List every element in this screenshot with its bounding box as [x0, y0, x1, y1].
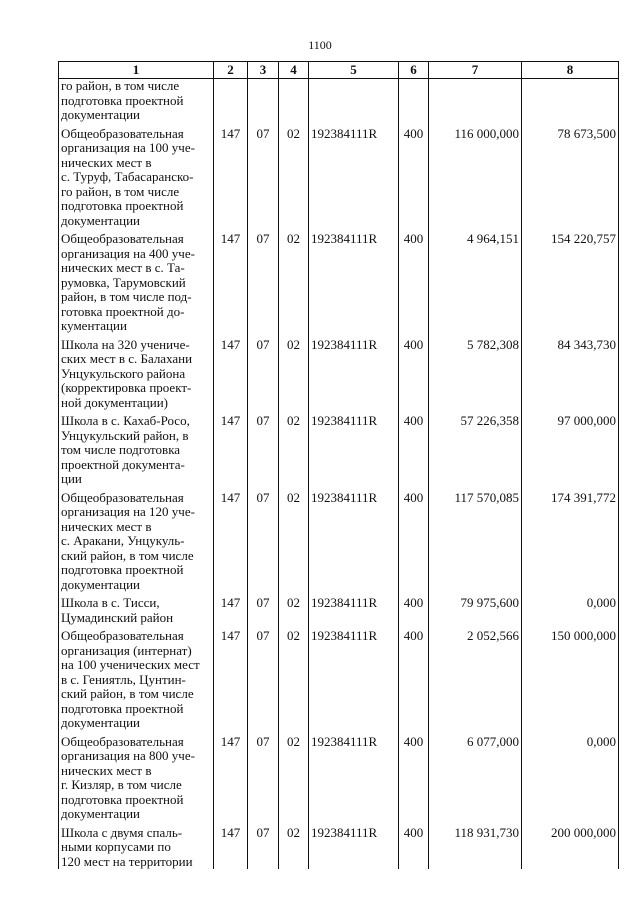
cell-col-8: 97 000,000	[522, 410, 619, 487]
cell-col-7: 117 570,085	[429, 487, 522, 593]
cell-col-8: 174 391,772	[522, 487, 619, 593]
page-number: 1100	[308, 38, 332, 52]
row-name	[59, 625, 214, 731]
cell-col-5	[309, 79, 399, 123]
cell-col-2: 147	[214, 592, 248, 625]
cell-col-4: 02	[279, 334, 309, 411]
cell-col-8: 200 000,000	[522, 822, 619, 870]
cell-col-2: 147	[214, 123, 248, 229]
cell-col-4: 02	[279, 123, 309, 229]
cell-col-4: 02	[279, 822, 309, 870]
cell-col-7: 57 226,358	[429, 410, 522, 487]
row-name-text: Общеобразовательная организация на 120 уче- нических мест в с. Аракани, Унцукуль- ский район, в том числе подготовка проектной документации	[61, 489, 195, 592]
cell-col-6: 400	[399, 334, 429, 411]
cell-col-6	[399, 79, 429, 123]
cell-col-4: 02	[279, 487, 309, 593]
cell-col-3: 07	[248, 123, 279, 229]
row-name-text: го район, в том числе подготовка проектной документации	[61, 78, 184, 122]
cell-col-7: 2 052,566	[429, 625, 522, 731]
table-row	[59, 334, 619, 411]
cell-col-2: 147	[214, 822, 248, 870]
cell-col-3: 07	[248, 822, 279, 870]
column-header: 6	[399, 62, 429, 79]
row-name-text: Общеобразовательная организация на 100 уче- нических мест в с. Туруф, Табасаранско- го район, в том числе подготовка проектной документации	[61, 125, 195, 228]
cell-col-7: 118 931,730	[429, 822, 522, 870]
cell-col-4: 02	[279, 410, 309, 487]
table-row	[59, 592, 619, 625]
cell-col-2: 147	[214, 625, 248, 731]
cell-col-6: 400	[399, 410, 429, 487]
cell-col-4: 02	[279, 228, 309, 334]
cell-col-7: 116 000,000	[429, 123, 522, 229]
row-name	[59, 228, 214, 334]
cell-col-4: 02	[279, 731, 309, 822]
cell-col-5: 192384111R	[309, 487, 399, 593]
cell-col-8: 84 343,730	[522, 334, 619, 411]
cell-col-7: 4 964,151	[429, 228, 522, 334]
cell-col-2: 147	[214, 410, 248, 487]
table-row	[59, 625, 619, 731]
row-name-text: Школа на 320 учениче- ских мест в с. Балахани Унцукульского района (корректировка проект- ной документации)	[61, 336, 193, 410]
cell-col-6: 400	[399, 822, 429, 870]
cell-col-7: 5 782,308	[429, 334, 522, 411]
table-row	[59, 822, 619, 870]
cell-col-5: 192384111R	[309, 410, 399, 487]
row-name-text: Школа в с. Тисси, Цумадинский район	[61, 595, 174, 625]
cell-col-8: 154 220,757	[522, 228, 619, 334]
column-header: 1	[59, 62, 214, 79]
cell-col-2: 147	[214, 334, 248, 411]
cell-col-2: 147	[214, 228, 248, 334]
table-row	[59, 79, 619, 123]
row-name	[59, 79, 214, 123]
cell-col-3: 07	[248, 334, 279, 411]
cell-col-4	[279, 79, 309, 123]
cell-col-6: 400	[399, 731, 429, 822]
cell-col-2: 147	[214, 487, 248, 593]
column-header: 8	[522, 62, 619, 79]
column-header: 5	[309, 62, 399, 79]
column-header: 4	[279, 62, 309, 79]
cell-col-3: 07	[248, 228, 279, 334]
cell-col-7	[429, 79, 522, 123]
row-name	[59, 334, 214, 411]
column-header: 3	[248, 62, 279, 79]
cell-col-6: 400	[399, 123, 429, 229]
cell-col-6: 400	[399, 592, 429, 625]
table-row	[59, 228, 619, 334]
cell-col-7: 6 077,000	[429, 731, 522, 822]
cell-col-5: 192384111R	[309, 334, 399, 411]
cell-col-6: 400	[399, 228, 429, 334]
table-row	[59, 731, 619, 822]
row-name-text: Общеобразовательная организация на 400 уче- нических мест в с. Та- румовка, Тарумовский район, в том числе под- готовка проектной до- кументации	[61, 231, 195, 333]
header-row	[59, 62, 619, 79]
cell-col-4: 02	[279, 592, 309, 625]
cell-col-8: 0,000	[522, 592, 619, 625]
table-row	[59, 410, 619, 487]
cell-col-5: 192384111R	[309, 228, 399, 334]
cell-col-8	[522, 79, 619, 123]
cell-col-2	[214, 79, 248, 123]
row-name-text: Общеобразовательная организация на 800 уче- нических мест в г. Кизляр, в том числе подготовка проектной документации	[61, 733, 195, 821]
row-name	[59, 822, 214, 870]
table-row	[59, 123, 619, 229]
cell-col-3: 07	[248, 487, 279, 593]
cell-col-8: 150 000,000	[522, 625, 619, 731]
cell-col-4: 02	[279, 625, 309, 731]
cell-col-7: 79 975,600	[429, 592, 522, 625]
cell-col-5: 192384111R	[309, 625, 399, 731]
cell-col-8: 0,000	[522, 731, 619, 822]
cell-col-3: 07	[248, 410, 279, 487]
cell-col-5: 192384111R	[309, 592, 399, 625]
budget-table	[58, 61, 619, 869]
row-name	[59, 410, 214, 487]
cell-col-8: 78 673,500	[522, 123, 619, 229]
row-name-text: Общеобразовательная организация (интернат) на 100 ученических мест в с. Гениятль, Цунтин- ский район, в том числе подготовка проектной документации	[61, 628, 200, 730]
row-name	[59, 123, 214, 229]
table-row	[59, 487, 619, 593]
row-name	[59, 592, 214, 625]
cell-col-3: 07	[248, 731, 279, 822]
row-name	[59, 487, 214, 593]
cell-col-3: 07	[248, 625, 279, 731]
column-header: 7	[429, 62, 522, 79]
cell-col-2: 147	[214, 731, 248, 822]
cell-col-5: 192384111R	[309, 123, 399, 229]
row-name-text: Школа в с. Кахаб-Росо, Унцукульский район, в том числе подготовка проектной документа- ции	[61, 413, 190, 486]
cell-col-5: 192384111R	[309, 731, 399, 822]
column-header: 2	[214, 62, 248, 79]
cell-col-6: 400	[399, 487, 429, 593]
row-name	[59, 731, 214, 822]
row-name-text: Школа с двумя спаль- ными корпусами по 120 мест на территории	[61, 824, 193, 869]
cell-col-5: 192384111R	[309, 822, 399, 870]
cell-col-3: 07	[248, 592, 279, 625]
cell-col-3	[248, 79, 279, 123]
cell-col-6: 400	[399, 625, 429, 731]
